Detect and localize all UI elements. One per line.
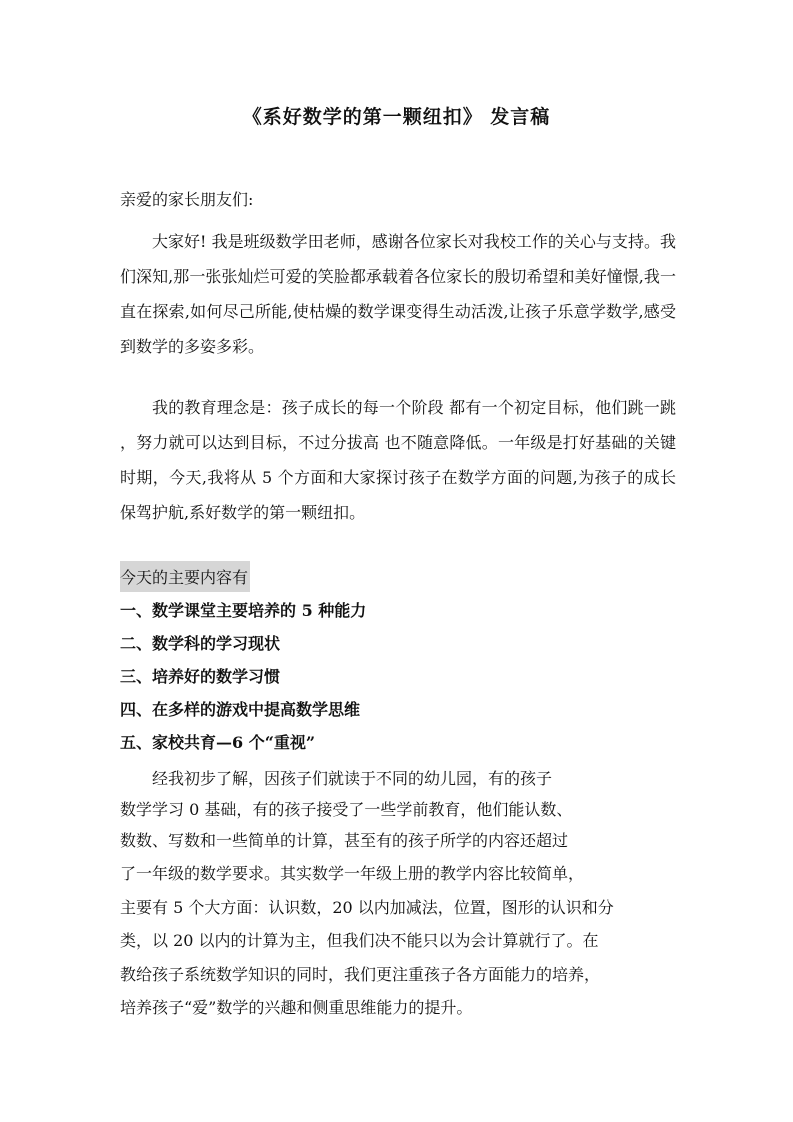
list-item-3: 三、培养好的数学习惯: [120, 667, 281, 686]
contents-heading: 今天的主要内容有: [120, 561, 250, 592]
paragraph3-line: 主要有 5 个大方面：认识数，20 以内加减法，位置，图形的认识和分: [120, 898, 614, 917]
paragraph3-line: 培养孩子“爱”数学的兴趣和侧重思维能力的提升。: [120, 998, 473, 1017]
paragraph3-line: 数学学习 0 基础，有的孩子接受了一些学前教育，他们能认数、: [120, 800, 573, 819]
paragraph3-line: 类，以 20 以内的计算为主，但我们决不能只以为会计算就行了。在: [120, 931, 599, 950]
paragraph3-line: 经我初步了解，因孩子们就读于不同的幼儿园，有的孩子: [152, 769, 553, 788]
paragraph3-line: 了一年级的数学要求。其实数学一年级上册的教学内容比较简单，: [120, 864, 585, 883]
paragraph-greeting-body: 大家好! 我是班级数学田老师，感谢各位家长对我校工作的关心与支持。我们深知,那一张张灿烂可爱的笑脸都承载着各位家长的殷切希望和美好憧憬,我一直在探索,如何尽己所能,使枯燥的数学课变得生动活泼,让孩子乐意学数学,感受到数学的多姿多彩。: [120, 232, 676, 356]
document-title: 《系好数学的第一颗纽扣》 发言稿: [242, 106, 551, 128]
list-item-5: 五、家校共育—6 个“重视”: [120, 733, 316, 752]
greeting: 亲爱的家长朋友们:: [120, 190, 254, 209]
list-item-1: 一、数学课堂主要培养的 5 种能力: [120, 601, 367, 620]
list-item-2: 二、数学科的学习现状: [120, 634, 281, 653]
paragraph-philosophy: 我的教育理念是：孩子成长的每一个阶段 都有一个初定目标，他们跳一跳 ，努力就可以达到目标，不过分拔高 也不随意降低。一年级是打好基础的关键时期，今天,我将从 5 个方面和大家探讨孩子在数学方面的问题,为孩子的成长保驾护航,系好数学的第一颗纽扣。: [120, 398, 676, 522]
paragraph3-line: 教给孩子系统数学知识的同时，我们更注重孩子各方面能力的培养，: [120, 965, 601, 984]
list-item-4: 四、在多样的游戏中提高数学思维: [120, 700, 361, 719]
paragraph3-line: 数数、写数和一些简单的计算，甚至有的孩子所学的内容还超过: [120, 831, 569, 850]
